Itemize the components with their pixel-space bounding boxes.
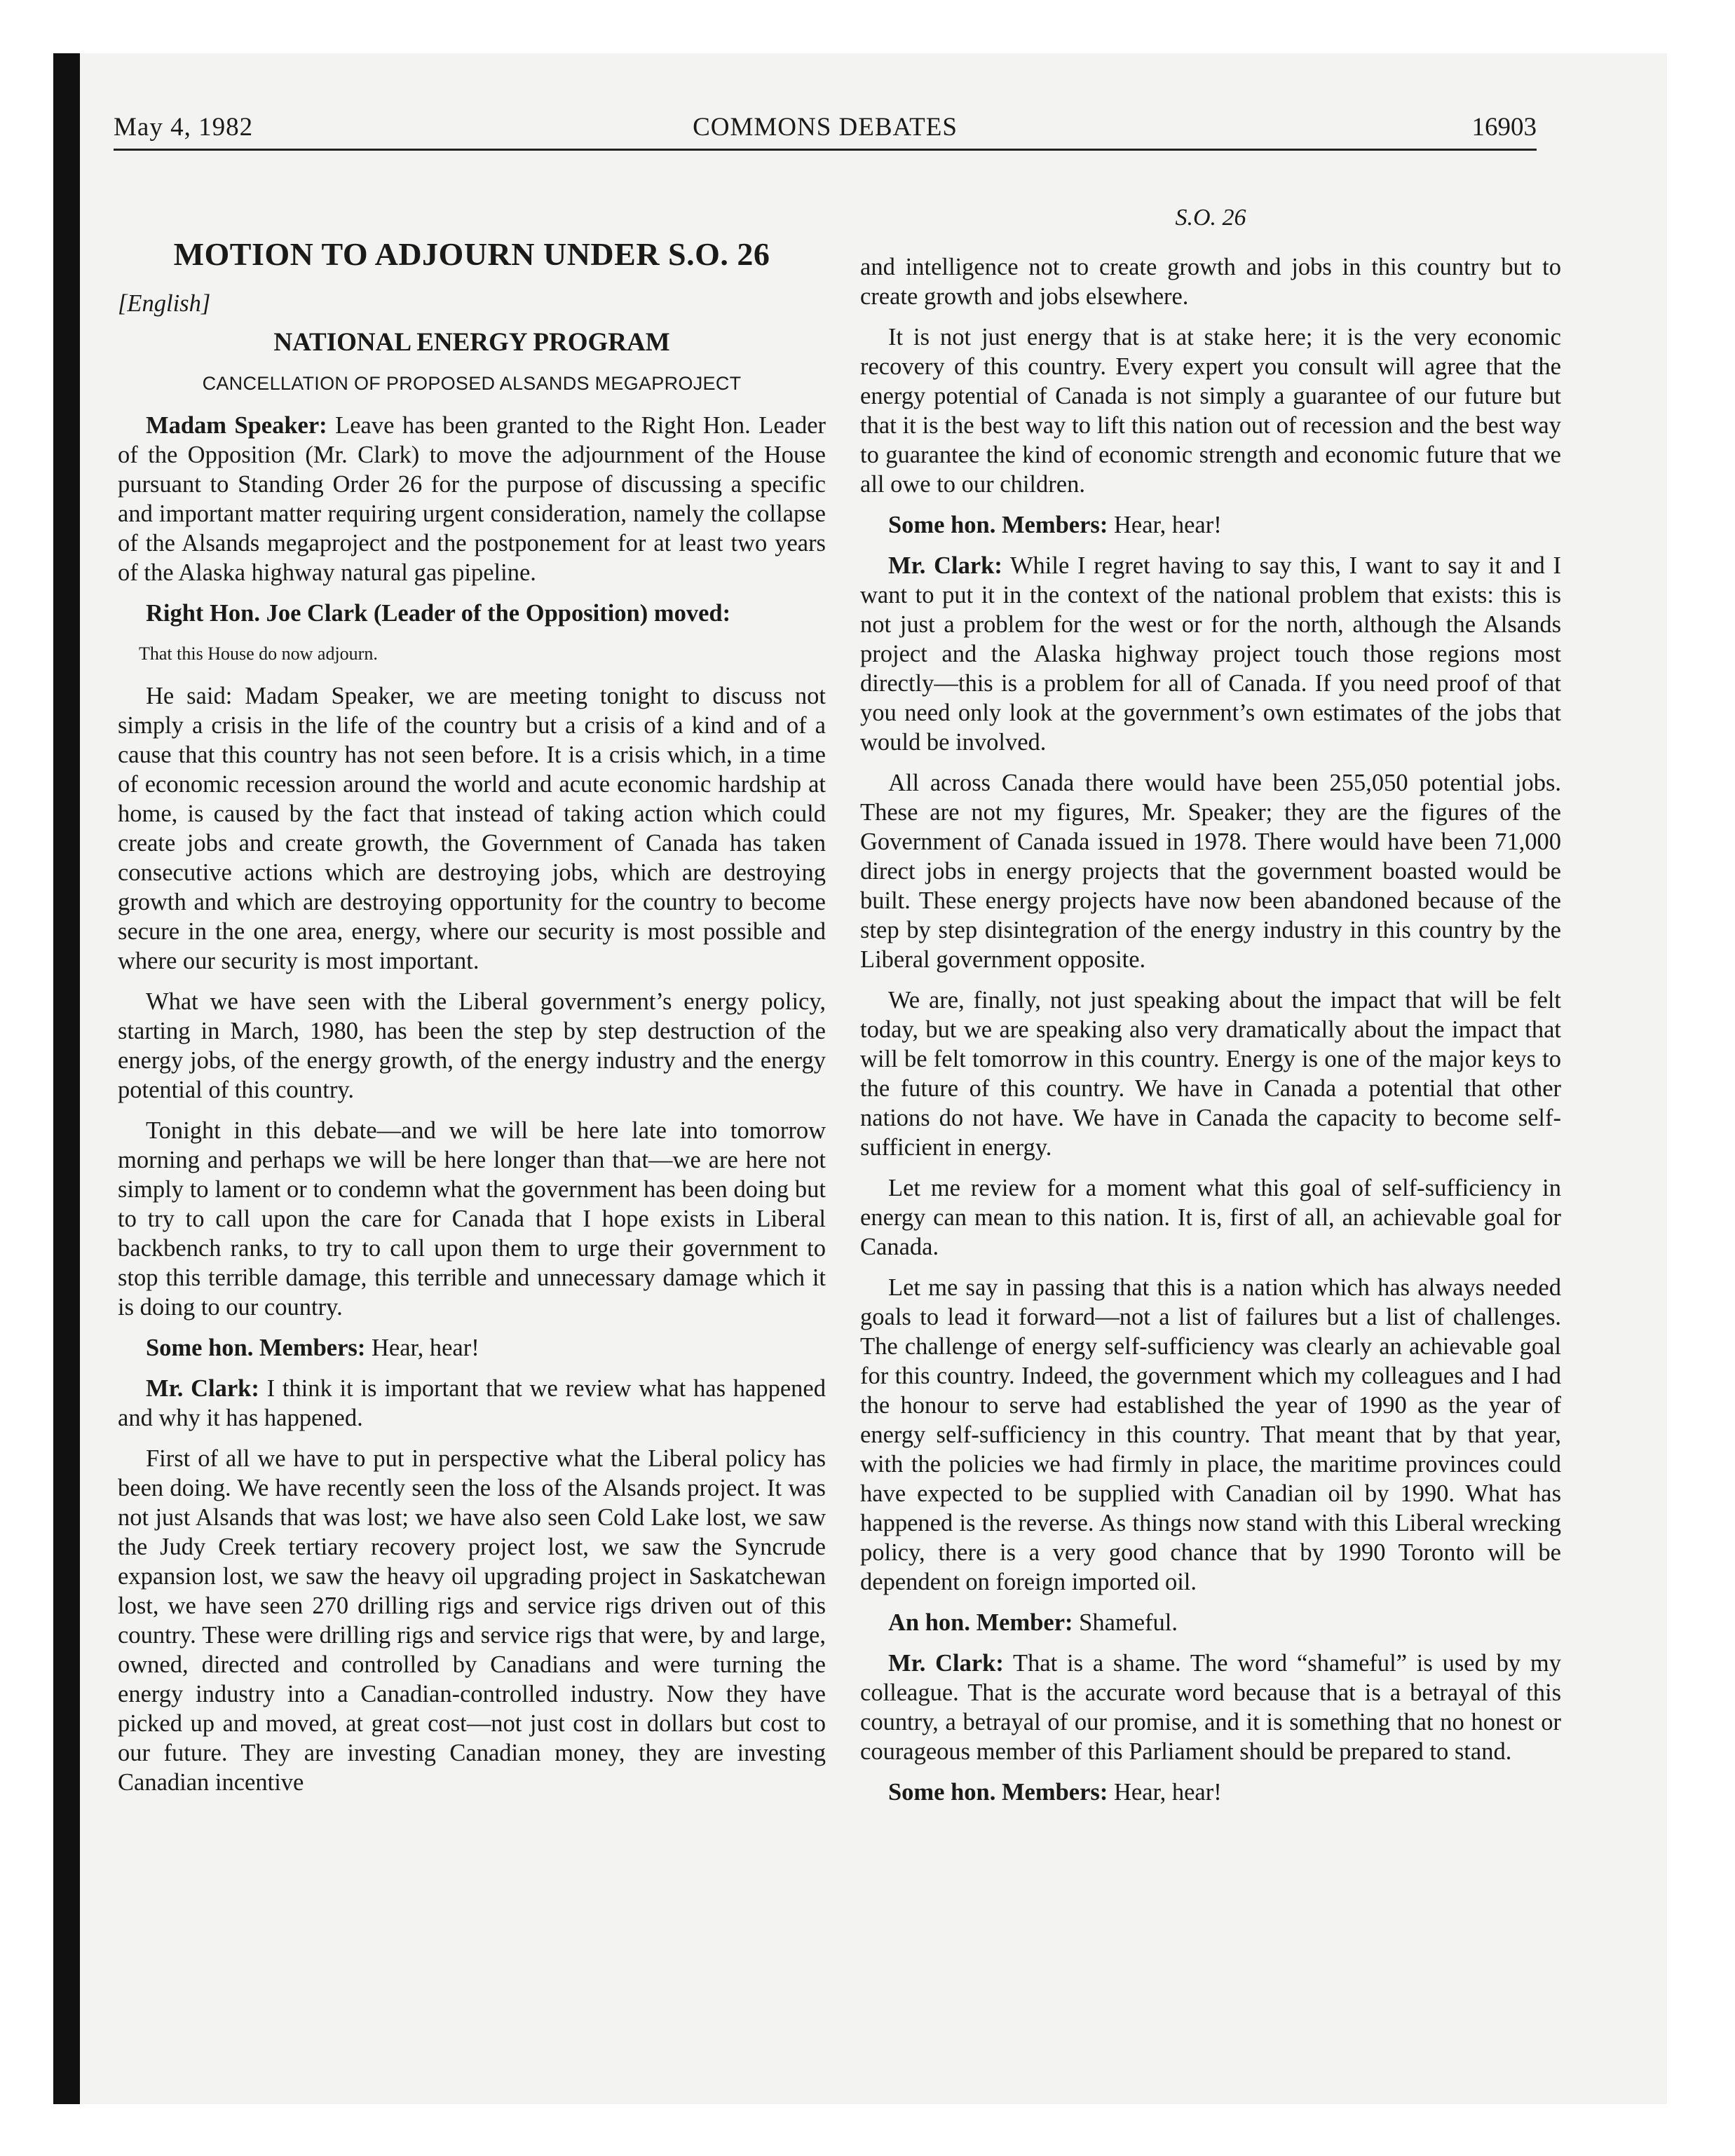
paragraph [860,1778,1561,1807]
subsubheading: CANCELLATION OF PROPOSED ALSANDS MEGAPROJECT [202,373,742,394]
scan-border [53,53,80,2104]
speech-text: Leave has been granted to the Right Hon. Leader of the Opposition (Mr. Clark) to move the adjournment of the House pursuant to Standing Order 26 for the purpose of discussing a specific and important matter requiring urgent consideration, namely the collapse of the Alsands megaproject and the postponement for at least two years of the Alaska highway natural gas pipeline. [118,412,826,586]
left-column [118,189,826,1808]
paragraph [118,1333,826,1363]
paragraph: and intelligence not to create growth and jobs in this country but to create growth and jobs elsewhere. [860,254,1561,310]
page-header [114,107,1537,151]
speaker-name: An hon. Member: [888,1609,1073,1636]
paragraph: He said: Madam Speaker, we are meeting tonight to discuss not simply a crisis in the life of the country but a crisis of a kind and of a cause that this country has not seen before. It is a crisis which, in a time of economic recession around the world and acute economic hardship at home, is caused by the fact that instead of taking action which could create jobs and create growth, the Government of Canada has taken consecutive actions which are destroying jobs, which are destroying growth and which are destroying opportunity for the country to become secure in the one area, energy, where our security is most possible and where our security is most important. [118,683,826,974]
paragraph: Let me review for a moment what this goal of self-sufficiency in energy can mean to this nation. It is, first of all, an achievable goal for Canada. [860,1175,1561,1260]
right-column [860,252,1561,1818]
paragraph: We are, finally, not just speaking about the impact that will be felt today, but we are speaking also very dramatically about the impact that will be felt tomorrow in this country. Energy is one of the major keys to the future of this country. We have in Canada a potential that other nations do not have. We have in Canada the capacity to become self-sufficient in energy. [860,987,1561,1161]
motion-text: That this House do now adjourn. [139,643,378,664]
paragraph [118,411,826,587]
paragraph [860,510,1561,540]
speech-text: Shameful. [1073,1609,1178,1636]
speech-text: moved: [648,600,731,627]
speech-text: While I regret having to say this, I want to say it and I want to put it in the context of the national problem that exists: this is not just a problem for the west or for the north, although the Alsands project and the Alaska highway project touch those regions most directly—this is a problem for all of Canada. If you need proof of that you need only look at the government’s own estimates of the jobs that would be involved. [860,552,1561,756]
paragraph [860,1649,1561,1766]
header-title: COMMONS DEBATES [693,113,958,142]
speech-text: Hear, hear! [1108,1779,1222,1806]
speech-text: I think it is important that we review what has happened and why it has happened. [118,1375,826,1431]
speaker-name: Mr. Clark: [888,552,1002,579]
header-date: May 4, 1982 [114,113,254,142]
paragraph: First of all we have to put in perspective what the Liberal policy has been doing. We have recently seen the loss of the Alsands project. It was not just Alsands that was lost; we have also seen Cold Lake lost, we saw the Judy Creek tertiary recovery project lost, we saw the Syncrude expansion lost, we saw the heavy oil upgrading project in Saskatchewan lost, we have seen 270 drilling rigs and service rigs driven out of this country. These were drilling rigs and service rigs that were, by and large, owned, directed and controlled by Canadians and were turning the energy industry into a Canadian-controlled industry. Now they have picked up and moved, at great cost—not just cost in dollars but cost to our future. They are investing Canadian money, they are investing Canadian incentive [118,1445,826,1796]
speaker-name: Some hon. Members: [888,1779,1108,1806]
speaker-name: Mr. Clark: [146,1375,259,1402]
speaker-name: Mr. Clark: [888,1650,1004,1677]
header-page-number: 16903 [1471,113,1537,142]
speaker-name: Right Hon. Joe Clark (Leader of the Opposition) [146,600,648,627]
section-label: S.O. 26 [1175,205,1246,231]
paragraph: Tonight in this debate—and we will be here late into tomorrow morning and perhaps we will be here longer than that—we are here not simply to lament or to condemn what the government has been doing but to try to call upon the care for Canada that I hope exists in Liberal backbench ranks, to try to call upon them to urge their government to stop this terrible damage, this terrible and unnecessary damage which it is doing to our country. [118,1117,826,1321]
speaker-name: Some hon. Members: [888,512,1108,538]
speaker-name: Madam Speaker: [146,412,327,439]
language-tag: [English] [118,290,211,317]
speech-text: Hear, hear! [365,1335,479,1361]
paragraph [860,1608,1561,1637]
paragraph: What we have seen with the Liberal government’s energy policy, starting in March, 1980, has been the step by step destruction of the energy jobs, of the energy growth, of the energy industry and the energy potential of this country. [118,988,826,1103]
paragraph [118,599,826,628]
subheading: NATIONAL ENERGY PROGRAM [273,328,670,357]
motion-heading: MOTION TO ADJOURN UNDER S.O. 26 [173,236,770,272]
paragraph: Let me say in passing that this is a nation which has always needed goals to lead it forward—not a list of failures but a list of challenges. The challenge of energy self-sufficiency was clearly an achievable goal for this country. Indeed, the government which my colleagues and I had the honour to serve had established the year of 1990 as the year of energy self-sufficiency in this country. That meant that by that year, with the policies we had firmly in place, the maritime provinces could have expected to be supplied with Canadian oil by 1990. What has happened is the reverse. As things now stand with this Liberal wrecking policy, there is a very good chance that by 1990 Toronto will be dependent on foreign imported oil. [860,1274,1561,1595]
speech-text: That is a shame. The word “shameful” is used by my colleague. That is the accurate word because that is a betrayal of this country, a betrayal of our promise, and it is something that no honest or courageous member of this Parliament should be prepared to stand. [860,1650,1561,1765]
speaker-name: Some hon. Members: [146,1335,366,1361]
paragraph [118,1374,826,1433]
paragraph [860,551,1561,757]
paragraph: It is not just energy that is at stake here; it is the very economic recovery of this country. Every expert you consult will agree that the energy potential of Canada is not simply a guarantee of our future but that it is the best way to lift this nation out of recession and the best way to guarantee the kind of economic strength and economic future that we all owe to our children. [860,324,1561,498]
paragraph: All across Canada there would have been 255,050 potential jobs. These are not my figures, Mr. Speaker; they are the figures of the Government of Canada issued in 1978. There would have been 71,000 direct jobs in energy projects that the government boasted would be built. These energy projects have now been abandoned because of the step by step disintegration of the energy industry in this country by the Liberal government opposite. [860,770,1561,973]
speech-text: Hear, hear! [1108,512,1222,538]
